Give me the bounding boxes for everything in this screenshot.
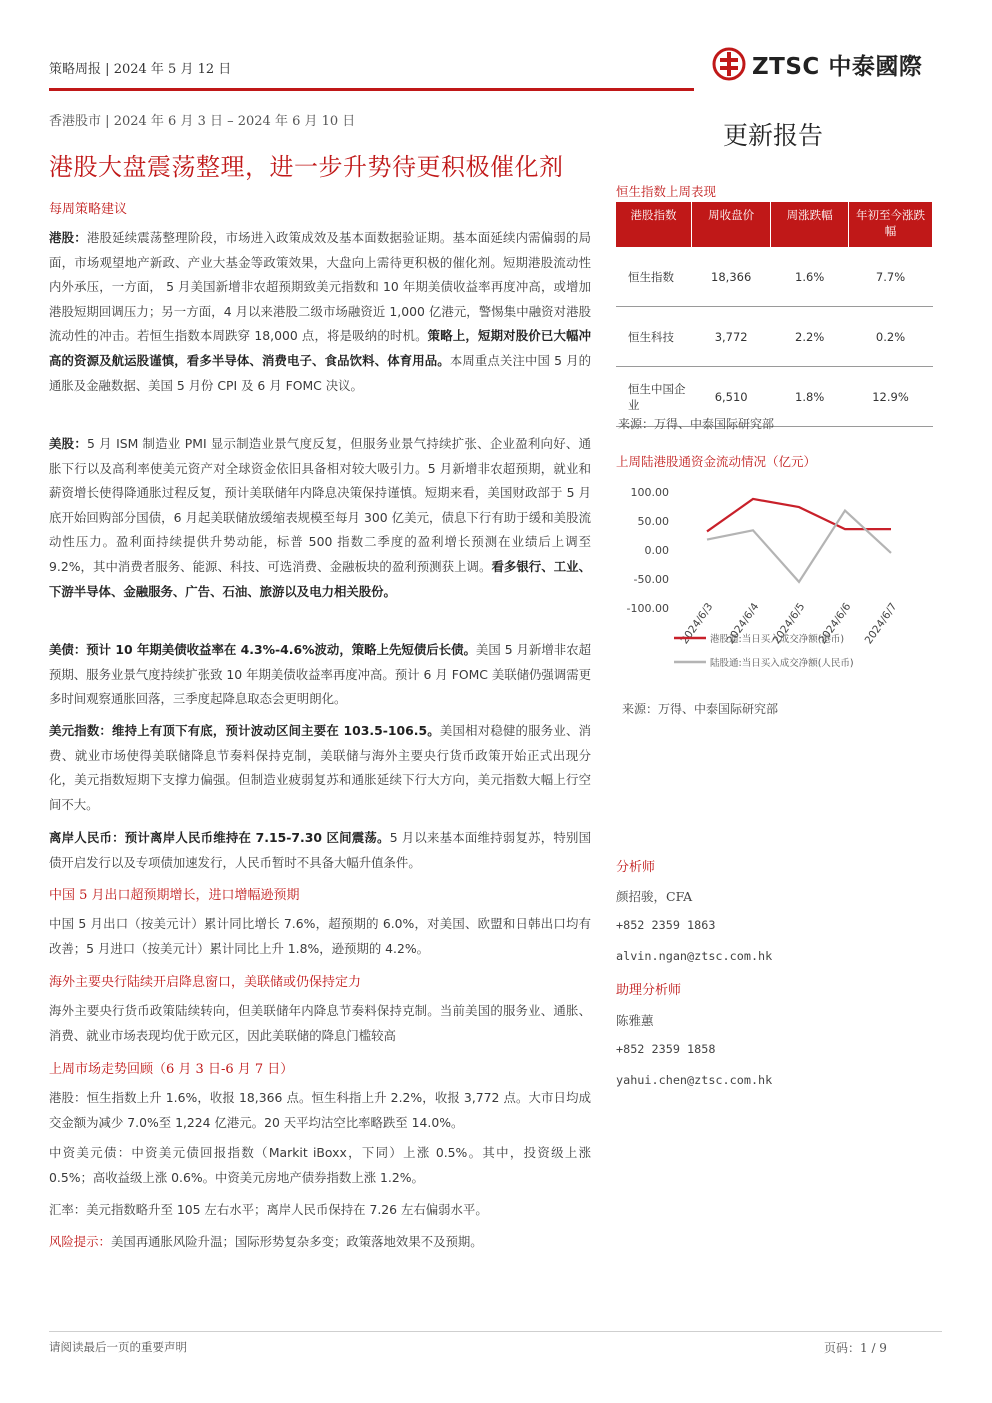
- table-cell: 1.6%: [771, 247, 849, 307]
- page-title: 港股大盘震荡整理，进一步升势待更积极催化剂: [49, 153, 564, 181]
- review-hk-paragraph: 港股：恒生指数上升 1.6%，收报 18,366 点。恒生科指上升 2.2%，收报 3,772 点。大市日均成交金额为减少 7.0%至 1,224 亿港元。20 天平均沽空比率略跌至 14.0%。: [49, 1090, 591, 1130]
- table-cell: 恒生指数: [616, 247, 692, 307]
- ust-paragraph: [49, 638, 591, 712]
- assistant-phone: +852 2359 1858: [616, 1042, 716, 1056]
- y-tick-label: 100.00: [630, 486, 669, 499]
- ust-text: 美国 5 月新增非农超预期、服务业景气度持续扩张致 10 年期美债收益率再度冲高。预计 6 月 FOMC 美联储仍强调需更多时间观察通胀回落，三季度起降息取态会更明朗化。: [49, 642, 591, 707]
- hk-text-1: 港股延续震荡整理阶段，市场进入政策成效及基本面数据验证期。基本面延续内需偏弱的局面，市场观望地产新政、产业大基金等政策效果，大盘向上需待更积极的催化剂。短期港股流动性内外承压，一方面， 5 月美国新增非农超预期致美元指数和 10 年期美债收益率再度冲高，或增加港股短期回调压力；另一方面，4 月以来港股二级市场融资近 1,000 亿港元，警惕集中融资对港股流动性的冲击。若恒生指数本周跌穿 18,000 点，将是吸纳的时机。: [49, 230, 592, 344]
- hk-strategy-bold: 策略上，短期对股价已大幅冲高的资源及航运股谨慎，看多半导体、消费电子、食品饮料、体育用品。: [49, 328, 592, 368]
- y-tick-label: 0.00: [644, 544, 669, 557]
- risk-paragraph: [49, 1230, 591, 1255]
- analyst-name: 颜招骏，CFA: [616, 889, 693, 904]
- analyst-label: 分析师: [616, 860, 656, 875]
- legend-label: 陆股通:当日买入成交净额(人民币): [710, 658, 854, 669]
- risk-text: 美国再通胀风险升温；国际形势复杂多变；政策落地效果不及预期。: [110, 1234, 483, 1249]
- header-separator: |: [105, 62, 110, 77]
- y-tick-label: -50.00: [633, 573, 669, 586]
- table-header: 周涨跌幅: [771, 202, 849, 247]
- legend-label: 港股通:当日买入成交净额(港币): [710, 634, 845, 645]
- central-bank-paragraph: 海外主要央行货币政策陆续转向，但美联储年内降息节奏料保持克制。当前美国的服务业、通胀、消费、就业市场表现均优于欧元区，因此美联储的降息门槛较高: [49, 1003, 591, 1043]
- page-number: 页码：1 / 9: [824, 1341, 887, 1355]
- analyst-email[interactable]: alvin.ngan@ztsc.com.hk: [616, 949, 773, 963]
- table-cell: 12.9%: [849, 367, 933, 427]
- table-cell: 18,366: [692, 247, 771, 307]
- report-header: [49, 58, 231, 77]
- analyst-phone: +852 2359 1863: [616, 918, 716, 932]
- risk-label: 风险提示：: [49, 1234, 111, 1249]
- export-heading: 中国 5 月出口超预期增长，进口增幅逊预期: [49, 888, 300, 903]
- table-header: 年初至今涨跌幅: [849, 202, 933, 247]
- chart-source: 来源：万得、中泰国际研究部: [622, 702, 779, 716]
- footer-disclaimer[interactable]: 请阅读最后一页的重要声明: [49, 1340, 187, 1354]
- ust-bold: 美债：预计 10 年期美债收益率在 4.3%-4.6%波动，策略上先短债后长债。: [49, 642, 476, 657]
- hk-label: 港股：: [49, 230, 87, 245]
- table-cell: 恒生中国企业: [616, 367, 692, 427]
- table-cell: 0.2%: [849, 307, 933, 367]
- table-row: [616, 247, 933, 307]
- x-tick-label: 2024/6/3: [678, 600, 716, 647]
- table-header-row: [616, 202, 933, 247]
- hk-strategy-paragraph: [49, 226, 591, 398]
- series-line-1: [707, 511, 891, 582]
- market-label: 香港股市: [49, 114, 102, 129]
- review-bond-paragraph: 中资美元债：中资美元债回报指数（Markit iBoxx，下同）上涨 0.5%。其中，投资级上涨 0.5%；高收益级上涨 0.6%。中资美元房地产债券指数上涨 1.2%。: [49, 1145, 591, 1185]
- period-label: 2024 年 6 月 3 日 – 2024 年 6 月 10 日: [113, 114, 356, 129]
- cnh-paragraph: [49, 826, 591, 875]
- sub-header: [49, 110, 355, 129]
- usd-paragraph: [49, 719, 591, 817]
- us-label: 美股：: [49, 436, 88, 451]
- export-paragraph: 中国 5 月出口（按美元计）累计同比增长 7.6%，超预期的 6.0%，对美国、欧盟和日韩出口均有改善；5 月进口（按美元计）累计同比上升 1.8%，逊预期的 4.2%。: [49, 916, 591, 956]
- usd-text: 美国相对稳健的服务业、消费、就业市场使得美联储降息节奏料保持克制，美联储与海外主要央行货币政策开始正式出现分化，美元指数短期下支撑力偏强。但制造业疲弱复苏和通胀延续下行大方向，美元指数大幅上行空间不大。: [49, 723, 591, 812]
- table-cell: 6,510: [692, 367, 771, 427]
- report-type: 更新报告: [723, 121, 824, 150]
- logo-text: ZTSC 中泰國際: [752, 53, 923, 80]
- ztsc-logo-icon: [712, 47, 746, 81]
- review-fx-paragraph: 汇率：美元指数略升至 105 左右水平；离岸人民币保持在 7.26 左右偏弱水平。: [49, 1202, 488, 1217]
- table-header: 周收盘价: [692, 202, 771, 247]
- table-header: 港股指数: [616, 202, 692, 247]
- central-bank-heading: 海外主要央行陆续开启降息窗口，美联储或仍保持定力: [49, 975, 362, 990]
- chart-title: 上周陆港股通资金流动情况（亿元）: [616, 454, 817, 469]
- x-tick-label: 2024/6/7: [862, 600, 900, 647]
- sub-header-separator: |: [105, 114, 110, 129]
- header-divider: [49, 88, 694, 91]
- table-cell: 1.8%: [771, 367, 849, 427]
- cnh-text: 5 月以来基本面维持弱复苏，特别国债开启发行以及专项债加速发行，人民币暂时不具备大幅升值条件。: [49, 830, 591, 870]
- cnh-bold: 离岸人民币：预计离岸人民币维持在 7.15-7.30 区间震荡。: [49, 830, 390, 845]
- y-tick-label: 50.00: [637, 515, 669, 528]
- usd-bold: 美元指数：维持上有顶下有底，预计波动区间主要在 103.5-106.5。: [49, 723, 440, 738]
- fund-flow-chart: [614, 478, 934, 678]
- table-source: 来源：万得、中泰国际研究部: [618, 417, 775, 431]
- us-text: 5 月 ISM 制造业 PMI 显示制造业景气度反复，但服务业景气持续扩张、企业盈利向好、通胀下行以及高利率使美元资产对全球资金依旧具备相对较大吸引力。5 月新增非农超预期，就业和薪资增长使得降通胀过程反复，预计美联储年内降息决策保持谨慎。短期来看，美国财政部于 5 月底开始回购部分国债，6 月起美联储放缓缩表规模至每月 300 亿美元，债息下行有助于缓和美股流动性压力。盈利面持续提供升势动能，标普 500 指数二季度的盈利增长预测在业绩后上调至 9.2%，其中消费者服务、能源、科技、可选消费、金融板块的盈利预测获上调。: [49, 436, 591, 574]
- x-tick-label: 2024/6/5: [770, 600, 808, 647]
- weekly-advice-heading: 每周策略建议: [49, 202, 128, 217]
- index-table: [616, 202, 933, 427]
- table-cell: 2.2%: [771, 307, 849, 367]
- us-strategy-bold: 看多银行、工业、下游半导体、金融服务、广告、石油、旅游以及电力相关股份。: [49, 558, 592, 599]
- x-tick-label: 2024/6/6: [816, 600, 854, 647]
- footer-divider: [49, 1331, 942, 1332]
- table-cell: 恒生科技: [616, 307, 692, 367]
- y-tick-label: -100.00: [626, 602, 669, 615]
- report-date: 2024 年 5 月 12 日: [113, 62, 232, 77]
- company-logo: [712, 46, 922, 82]
- assistant-analyst-label: 助理分析师: [616, 983, 682, 998]
- assistant-name: 陈雅蕙: [616, 1013, 654, 1028]
- table-cell: 7.7%: [849, 247, 933, 307]
- table-cell: 3,772: [692, 307, 771, 367]
- x-tick-label: 2024/6/4: [724, 600, 762, 647]
- market-review-heading: 上周市场走势回顾（6 月 3 日-6 月 7 日）: [49, 1062, 294, 1077]
- assistant-email[interactable]: yahui.chen@ztsc.com.hk: [616, 1073, 773, 1087]
- table-row: [616, 307, 933, 367]
- us-strategy-paragraph: [49, 432, 591, 604]
- index-table-title: 恒生指数上周表现: [616, 184, 717, 199]
- hk-text-2: 本周重点关注中国 5 月的通胀及金融数据、美国 5 月份 CPI 及 6 月 FOMC 决议。: [49, 352, 592, 393]
- report-series: 策略周报: [49, 62, 102, 77]
